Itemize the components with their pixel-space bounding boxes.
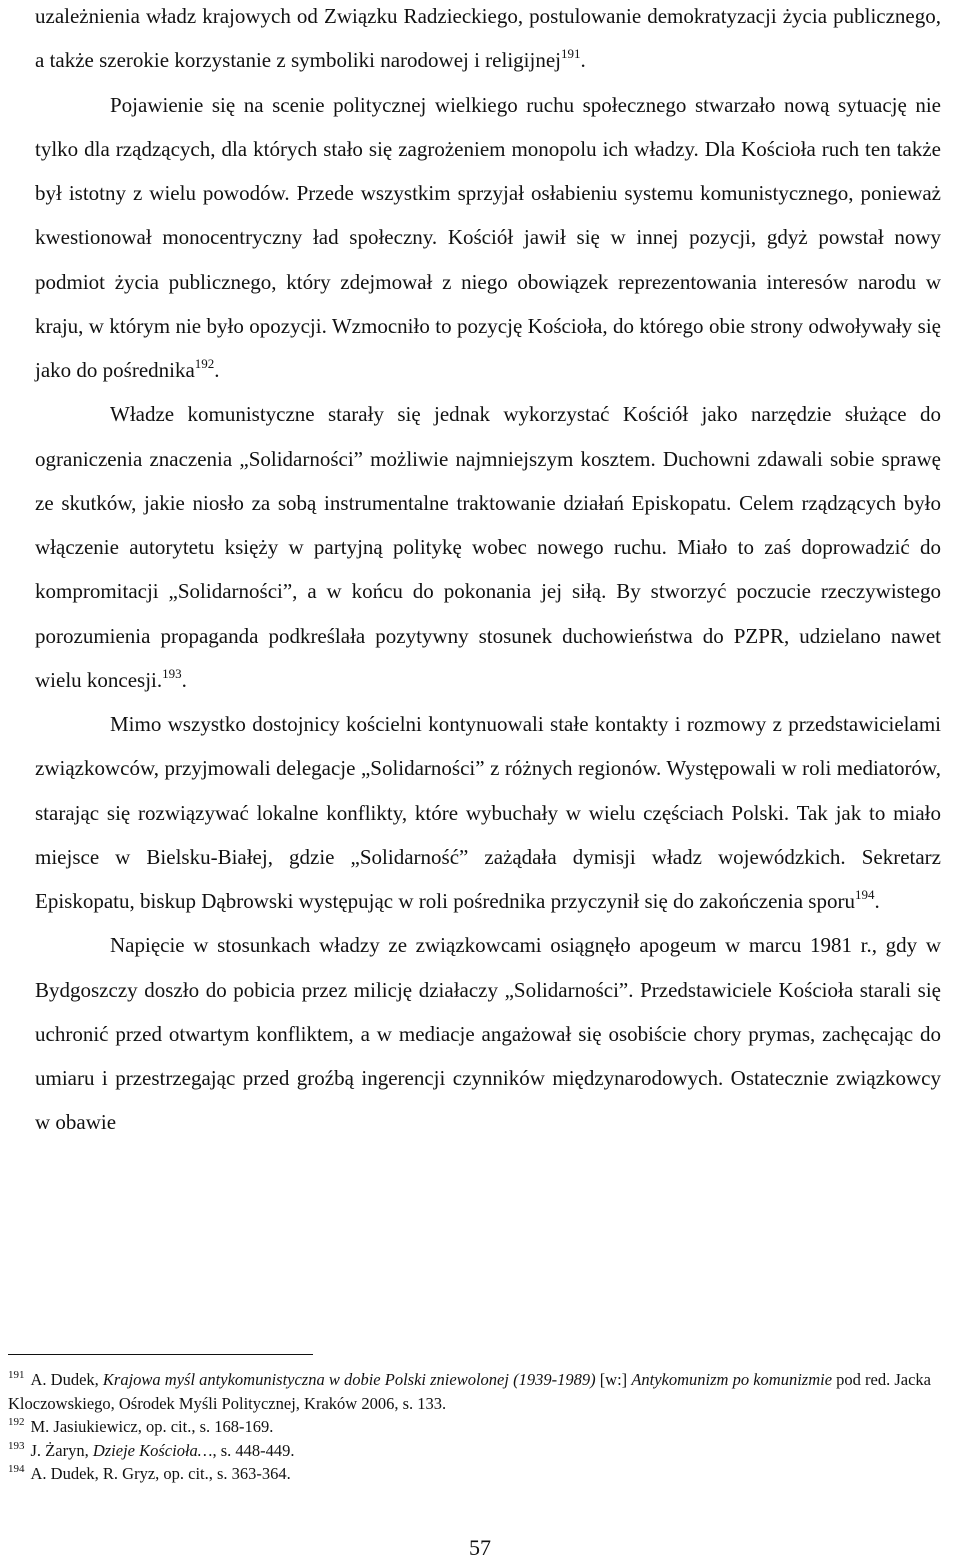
paragraph: Władze komunistyczne starały się jednak wykorzystać Kościół jako narzędzie służące do ograniczenia znaczenia „Solidarności” możliwie najmniejszym kosztem. Duchowni zdawali sobie sprawę ze skutków, jakie niosło za sobą instrumentalne traktowanie działań Episkopatu. Celem rządzących było włączenie autorytetu księży w partyjną politykę wobec nowego ruchu. Miało to zaś doprowadzić do kompromitacji „Solidarności”, a w końcu do pokonania jej siłą. By stworzyć poczucie rzeczywistego porozumienia propaganda podkreślała pozytywny stosunek duchowieństwa do PZPR, udzielano nawet wielu koncesji.$^{193}$.: [35, 402, 941, 692]
page-number: 57: [469, 1535, 491, 1560]
footnote-191: [8, 1368, 960, 1415]
footnote-number: 193: [8, 1439, 25, 1452]
footnote-194: [8, 1462, 960, 1486]
footnote-text: M. Jasiukiewicz, op. cit., s. 168-169.: [30, 1417, 274, 1436]
footnote-text: , s. 448-449.: [212, 1440, 295, 1460]
footnote-ref-193[interactable]: 193: [162, 665, 182, 681]
paragraph: Mimo wszystko dostojnicy kościelni kontynuowali stałe kontakty i rozmowy z przedstawicielami związkowców, przyjmowali delegacje „Solidarności” z różnych regionów. Występowali w roli mediatorów, starając się rozwiązywać lokalne konflikty, które wybuchały w wielu częściach Polski. Tak jak to miało miejsce w Bielsku-Białej, gdzie „Solidarność” zażądała dymisji władz wojewódzkich. Sekretarz Episkopatu, biskup Dąbrowski występując w roli pośrednika przyczynił się do zakończenia sporu$^{194}$.: [35, 712, 941, 913]
footnote-text: A. Dudek,: [30, 1370, 103, 1389]
footnote-ref-194[interactable]: 194: [854, 887, 875, 902]
footnote-title: Antykomunizm po komunizmie: [631, 1370, 833, 1389]
footnote-text: pod red. Jacka Kloczowskiego, Ośrodek Myśli Politycznej, Kraków 2006, s. 133.: [8, 1370, 931, 1413]
footnotes: [8, 1368, 960, 1486]
footnote-ref-192[interactable]: 192: [194, 356, 215, 371]
body-text: [35, 0, 941, 1145]
footnote-separator: [8, 1354, 313, 1355]
footnote-number: 191: [8, 1369, 25, 1381]
footnote-193: [8, 1439, 960, 1463]
footnote-number: 194: [8, 1463, 25, 1475]
footnote-title: Krajowa myśl antykomunistyczna w dobie Polski zniewolonej (1939-1989): [102, 1370, 596, 1389]
footnote-text: [w:]: [595, 1370, 632, 1389]
footnote-text: J. Żaryn,: [30, 1440, 93, 1460]
footnote-text: A. Dudek, R. Gryz, op. cit., s. 363-364.: [30, 1464, 291, 1483]
paragraph-continued: uzależnienia władz krajowych od Związku Radzieckiego, postulowanie demokratyzacji życia publicznego, a także szerokie korzystanie z symboliki narodowej i religijnej$^{191}$.: [35, 4, 941, 73]
footnote-title: Dzieje Kościoła…: [92, 1440, 213, 1460]
footnote-number: 192: [8, 1416, 25, 1428]
footnote-192: [8, 1415, 960, 1439]
footnote-ref-191[interactable]: 191: [560, 46, 581, 62]
paragraph: Napięcie w stosunkach władzy ze związkowcami osiągnęło apogeum w marcu 1981 r., gdy w Bydgoszczy doszło do pobicia przez milicję działaczy „Solidarności”. Przedstawiciele Kościoła starali się uchronić przed otwartym konfliktem, a w mediacje angażował się osobiście chory prymas, zachęcając do umiaru i przestrzegając przed groźbą ingerencji czynników międzynarodowych. Ostatecznie związkowcy w obawie: [35, 933, 941, 1135]
paragraph: Pojawienie się na scenie politycznej wielkiego ruchu społecznego stwarzało nową sytuację nie tylko dla rządzących, dla których stało się zagrożeniem monopolu ich władzy. Dla Kościoła ruch ten także był istotny z wielu powodów. Przede wszystkim sprzyjał osłabieniu systemu komunistycznego, ponieważ kwestionował monocentryczny ład społeczny. Kościół jawił się w innej pozycji, gdyż powstał nowy podmiot życia publicznego, który zdejmował z niego obowiązek reprezentowania interesów narodu w kraju, w którym nie było opozycji. Wzmocniło to pozycję Kościoła, do którego obie strony odwoływały się jako do pośrednika$^{192}$.: [35, 92, 941, 382]
